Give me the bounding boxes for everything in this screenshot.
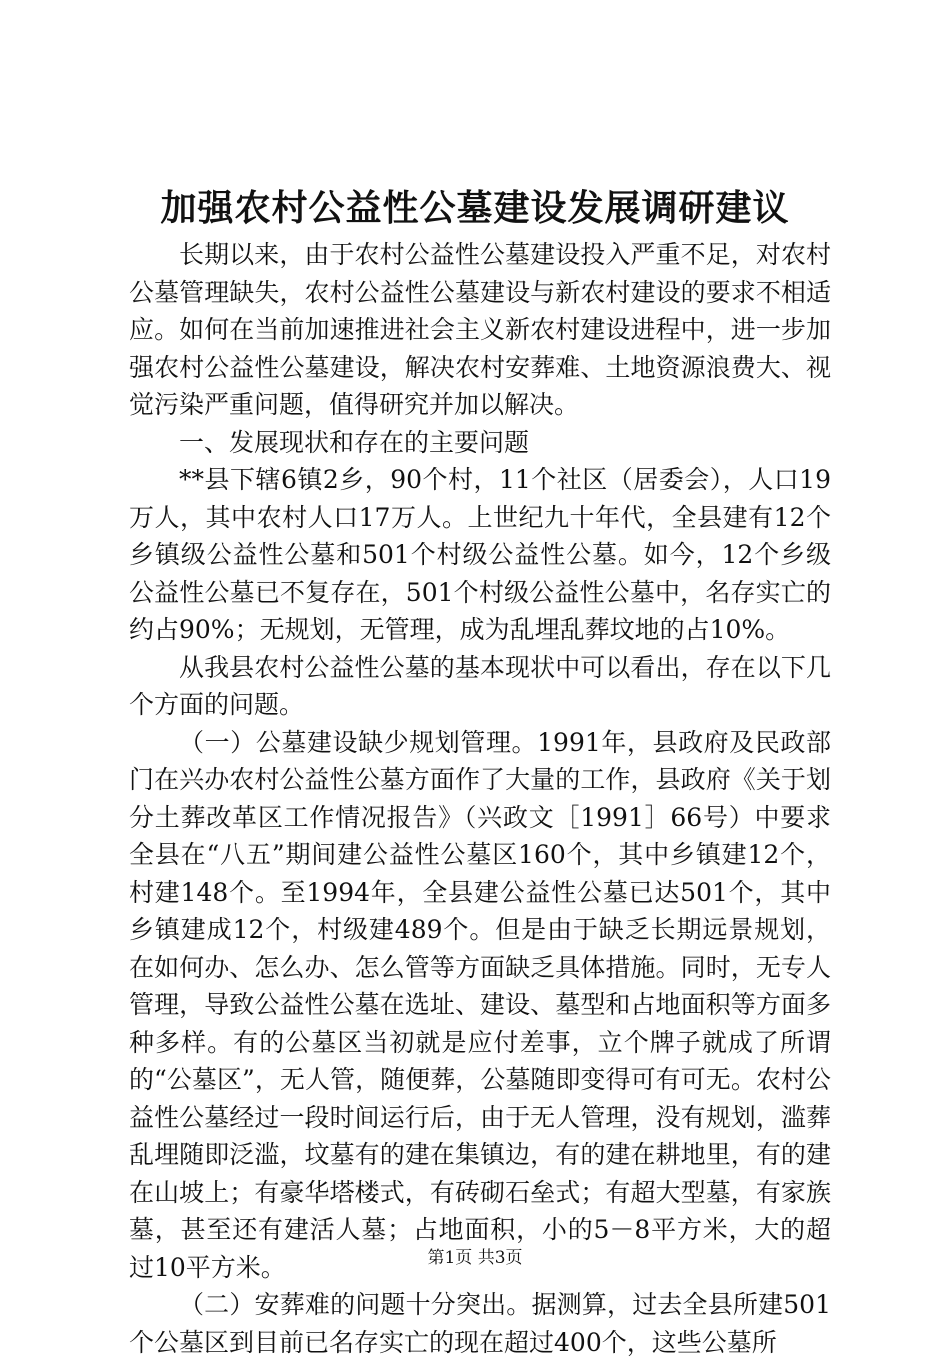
document-title: 加强农村公益性公墓建设发展调研建议 xyxy=(160,187,790,229)
paragraph-problem-2: （二）安葬难的问题十分突出。据测算，过去全县所建501个公墓区到目前已名存实亡的现在超过400个，这些公墓所 xyxy=(129,1290,831,1357)
paragraph-problems-intro: 从我县农村公益性公墓的基本现状中可以看出，存在以下几个方面的问题。 xyxy=(129,652,831,719)
paragraph-problem-1: （一）公墓建设缺少规划管理。1991年，县政府及民政部门在兴办农村公益性公墓方面作了大量的工作，县政府《关于划分土葬改革区工作情况报告》（兴政文［1991］66号）中要求全县在“八五”期间建公益性公墓区160个，其中乡镇建12个，村建148个。至1994年，全县建公益性公墓已达501个，其中乡镇建成12个，村级建489个。但是由于缺乏长期远景规划，在如何办、怎么办、怎么管等方面缺乏具体措施。同时，无专人管理，导致公益性公墓在选址、建设、墓型和占地面积等方面多种多样。有的公墓区当初就是应付差事，立个牌子就成了所谓的“公墓区”，无人管，随便葬，公墓随即变得可有可无。农村公益性公墓经过一段时间运行后，由于无人管理，没有规划，滥葬乱埋随即泛滥，坟墓有的建在集镇边，有的建在耕地里，有的建在山坡上；有豪华塔楼式，有砖砌石垒式；有超大型墓，有家族墓，甚至还有建活人墓；占地面积，小的5－8平方米，大的超过10平方米。 xyxy=(129,727,831,1282)
section-heading: 一、发展现状和存在的主要问题 xyxy=(179,427,530,457)
document-body xyxy=(129,236,831,1361)
paragraph-status: **县下辖6镇2乡，90个村，11个社区（居委会），人口19万人，其中农村人口17万人。上世纪九十年代，全县建有12个乡镇级公益性公墓和501个村级公益性公墓。如今，12个乡级公益性公墓已不复存在，501个村级公益性公墓中，名存实亡的约占90%；无规划，无管理，成为乱埋乱葬坟地的占10%。 xyxy=(129,465,831,644)
paragraph-intro: 长期以来，由于农村公益性公墓建设投入严重不足，对农村公墓管理缺失，农村公益性公墓建设与新农村建设的要求不相适应。如何在当前加速推进社会主义新农村建设进程中，进一步加强农村公益性公墓建设，解决农村安葬难、土地资源浪费大、视觉污染严重问题，值得研究并加以解决。 xyxy=(129,240,831,419)
page-footer: 第1页 共3页 xyxy=(427,1248,523,1268)
